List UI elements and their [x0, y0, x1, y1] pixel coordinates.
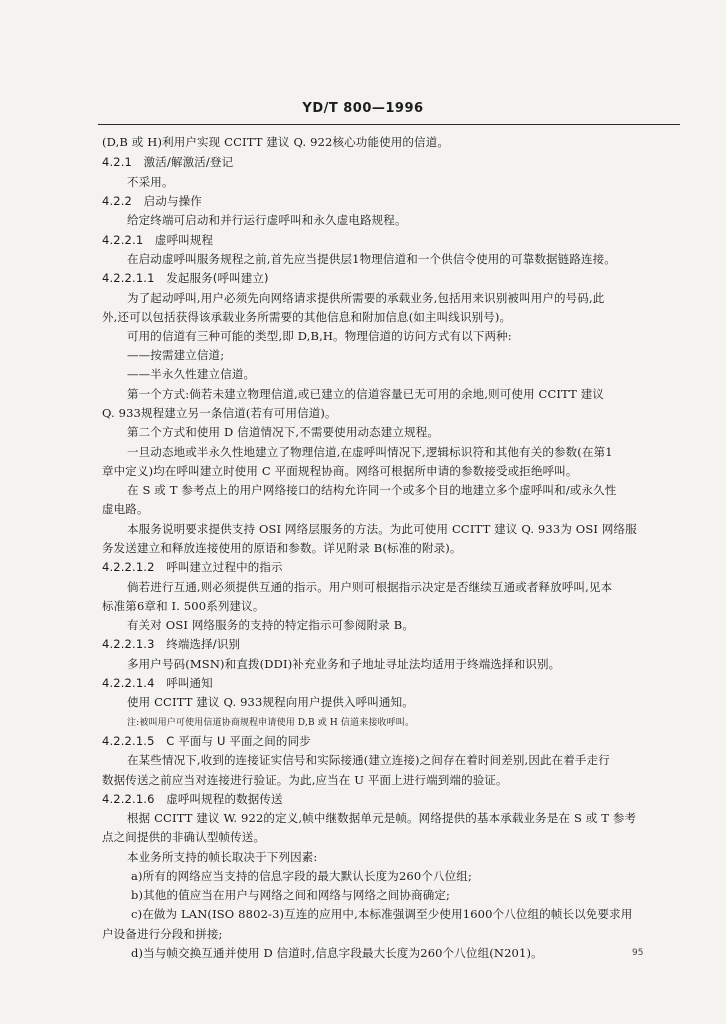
section-heading: 4.2.2 启动与操作: [102, 194, 202, 208]
text-line: 第一个方式:倘若未建立物理信道,或已建立的信道容量已无可用的余地,则可使用 CCITT 建议: [127, 387, 605, 401]
header-rule: [98, 124, 680, 125]
text-line: 在 S 或 T 参考点上的用户网络接口的结构允许同一个或多个目的地建立多个虚呼叫和/或永久性: [127, 483, 617, 497]
text-line: 可用的信道有三种可能的类型,即 D,B,H。物理信道的访问方式有以下两种:: [127, 329, 512, 343]
text-line: 多用户号码(MSN)和直拨(DDI)补充业务和子地址寻址法均适用于终端选择和识别。: [127, 657, 561, 671]
text-line: 给定终端可启动和并行运行虚呼叫和永久虚电路规程。: [127, 213, 407, 227]
text-line: 章中定义)均在呼叫建立时使用 C 平面规程协商。网络可根据所申请的参数接受或拒绝呼叫。: [102, 464, 578, 478]
list-item: d)当与帧交换互通并使用 D 信道时,信息字段最大长度为260个八位组(N201)。: [131, 946, 543, 960]
text-line: 一旦动态地或半永久性地建立了物理信道,在虚呼叫情况下,逻辑标识符和其他有关的参数(在第1: [127, 445, 613, 459]
list-item: a)所有的网络应当支持的信息字段的最大默认长度为260个八位组;: [131, 869, 472, 883]
text-line: Q. 933规程建立另一条信道(若有可用信道)。: [102, 406, 337, 420]
section-heading: 4.2.2.1.1 发起服务(呼叫建立): [102, 271, 269, 285]
text-line: 虚电路。: [102, 502, 149, 516]
section-heading: 4.2.2.1.3 终端选择/识别: [102, 637, 241, 651]
text-line: ——半永久性建立信道。: [127, 367, 256, 381]
text-line: 第二个方式和使用 D 信道情况下,不需要使用动态建立规程。: [127, 425, 440, 439]
section-heading: 4.2.2.1.4 呼叫通知: [102, 676, 213, 690]
text-line: 为了起动呼叫,用户必须先向网络请求提供所需要的承载业务,包括用来识别被叫用户的号码,此: [127, 291, 605, 305]
text-line: 在启动虚呼叫服务规程之前,首先应当提供层1物理信道和一个供信令使用的可靠数据链路连接。: [127, 252, 616, 266]
text-line: 不采用。: [127, 175, 174, 189]
section-heading: 4.2.2.1.2 呼叫建立过程中的指示: [102, 560, 283, 574]
note-line: 注:被叫用户可使用信道协商规程申请使用 D,B 或 H 信道来接收呼叫。: [127, 718, 415, 728]
section-heading: 4.2.2.1 虚呼叫规程: [102, 233, 214, 247]
text-line: 外,还可以包括获得该承载业务所需要的其他信息和附加信息(如主叫线识别号)。: [102, 310, 512, 324]
text-line: 数据传送之前应当对连接进行验证。为此,应当在 U 平面上进行端到端的验证。: [102, 773, 508, 787]
section-heading: 4.2.1 激活/解激活/登记: [102, 155, 234, 169]
list-item: b)其他的值应当在用户与网络之间和网络与网络之间协商确定;: [131, 888, 451, 902]
text-line: 在某些情况下,收到的连接证实信号和实际接通(建立连接)之间存在着时间差别,因此在着手走行: [127, 753, 610, 767]
standard-number-header: YD/T 800—1996: [302, 101, 424, 116]
text-line: 本业务所支持的帧长取决于下列因素:: [127, 850, 318, 864]
text-line: ——按需建立信道;: [127, 348, 225, 362]
text-line: 务发送建立和释放连接使用的原语和参数。详见附录 B(标准的附录)。: [102, 541, 462, 555]
text-line: 户设备进行分段和拼接;: [102, 927, 223, 941]
text-line: 标准第6章和 I. 500系列建议。: [102, 599, 265, 613]
list-item: c)在做为 LAN(ISO 8802-3)互连的应用中,本标准强调至少使用1600个八位组的帧长以免要求用: [131, 907, 633, 921]
text-line: 根据 CCITT 建议 W. 922的定义,帧中继数据单元是帧。网络提供的基本承载业务是在 S 或 T 参考: [127, 811, 637, 825]
section-heading: 4.2.2.1.6 虚呼叫规程的数据传送: [102, 792, 283, 806]
text-line: (D,B 或 H)利用户实现 CCITT 建议 Q. 922核心功能使用的信道。: [102, 135, 450, 149]
text-line: 倘若进行互通,则必须提供互通的指示。用户则可根据指示决定是否继续互通或者释放呼叫,见本: [127, 580, 613, 594]
text-line: 本服务说明要求提供支持 OSI 网络层服务的方法。为此可使用 CCITT 建议 Q. 933为 OSI 网络服: [127, 522, 637, 536]
section-heading: 4.2.2.1.5 C 平面与 U 平面之间的同步: [102, 734, 311, 748]
text-line: 点之间提供的非确认型帧传送。: [102, 830, 266, 844]
page-number: 95: [632, 948, 644, 958]
text-line: 有关对 OSI 网络服务的支持的特定指示可参阅附录 B。: [127, 618, 414, 632]
text-line: 使用 CCITT 建议 Q. 933规程向用户提供入呼叫通知。: [127, 695, 414, 709]
